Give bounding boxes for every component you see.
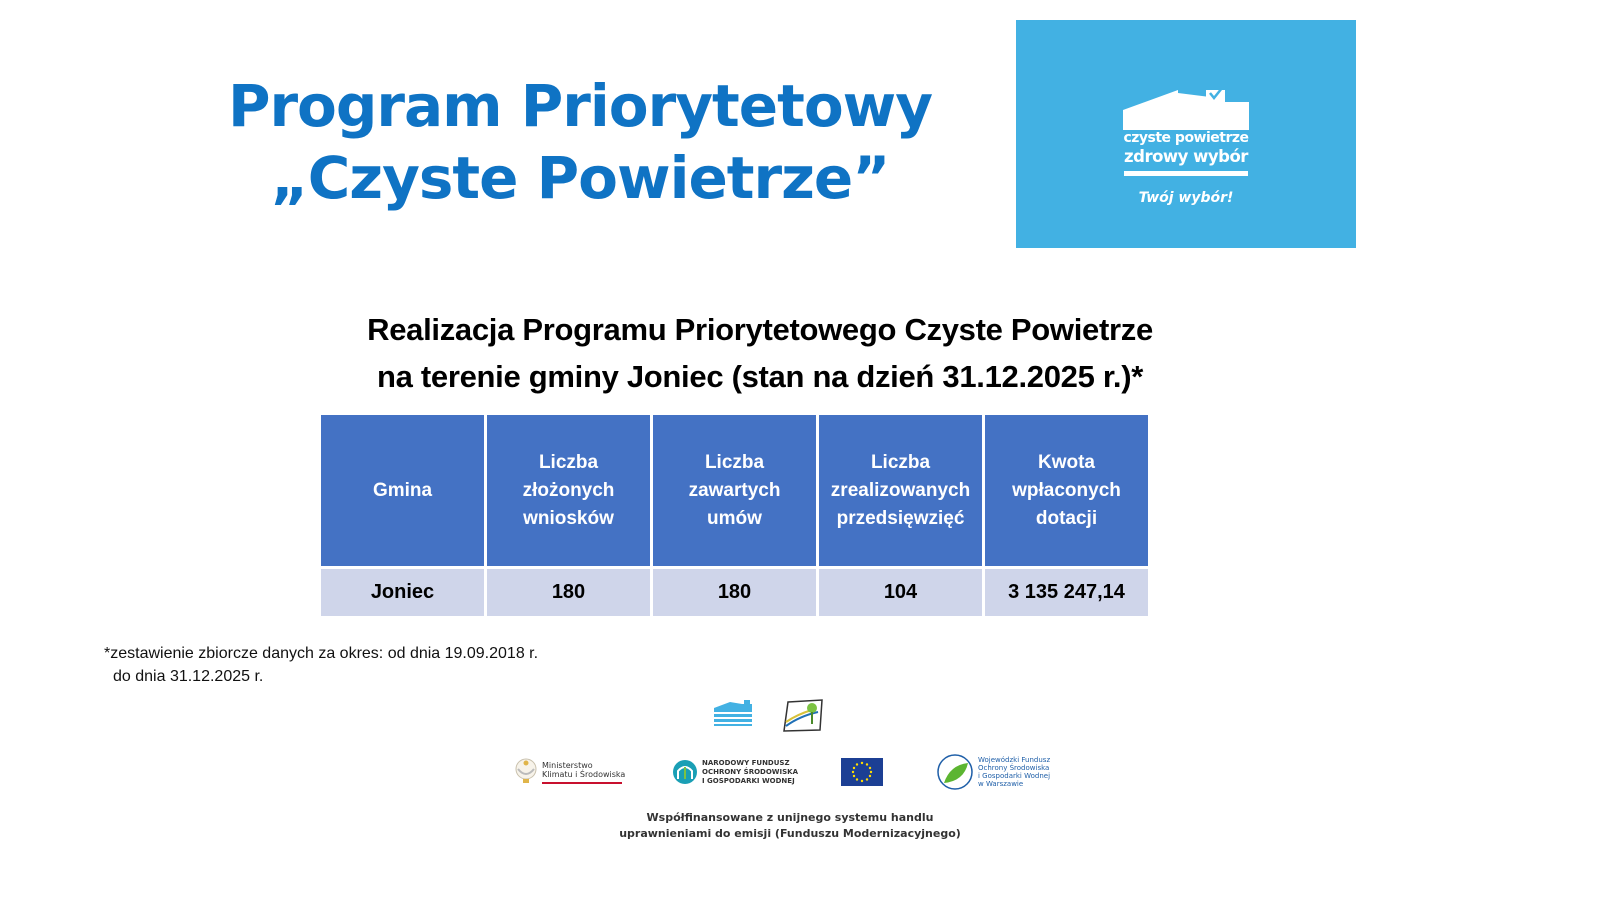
table-header-row — [321, 415, 1148, 566]
table-row — [321, 569, 1148, 616]
wfos-line1: Wojewódzki Fundusz — [978, 756, 1051, 764]
nfos-line3: I GOSPODARKI WODNEJ — [702, 776, 795, 785]
cofinancing-line2: uprawnieniami do emisji (Funduszu Modernizacyjnego) — [619, 827, 961, 840]
nfosigw-logo — [672, 752, 798, 792]
moje-cieplo-logo-icon — [784, 700, 822, 731]
page-title-line1: Program Priorytetowy — [227, 72, 933, 140]
column-header-umowy: Liczba zawartych umów — [653, 415, 816, 566]
cell-gmina: Joniec — [321, 569, 484, 616]
cell-przedsiewziecia: 104 — [819, 569, 982, 616]
wfos-line4: w Warszawie — [978, 780, 1024, 788]
partner-logos — [0, 752, 1600, 796]
wfos-line3: i Gospodarki Wodnej — [978, 772, 1051, 780]
results-table — [318, 412, 1151, 619]
czyste-powietrze-mini-logo-icon — [714, 700, 752, 726]
ministry-logo — [514, 752, 625, 792]
footnote — [104, 642, 538, 688]
eagle-emblem-icon — [514, 757, 538, 787]
column-header-przedsiewziecia: Liczba zrealizowanych przedsięwzięć — [819, 415, 982, 566]
wfosigw-logo — [936, 752, 1050, 792]
cofinancing-line1: Współfinansowane z unijnego systemu handlu — [646, 811, 934, 824]
ministry-line2: Klimatu i Środowiska — [542, 769, 626, 779]
page-title-line2: „Czyste Powietrze” — [270, 144, 890, 212]
wfosigw-leaf-icon — [936, 753, 974, 791]
page-title — [200, 70, 960, 214]
cofinancing-note — [560, 810, 1020, 842]
ministry-line1: Ministerstwo — [542, 760, 593, 770]
cell-umowy: 180 — [653, 569, 816, 616]
program-logos — [712, 698, 826, 734]
footnote-line2: do dnia 31.12.2025 r. — [113, 668, 264, 685]
logo-tagline: Twój wybór! — [1138, 190, 1234, 206]
cell-kwota: 3 135 247,14 — [985, 569, 1148, 616]
eu-flag-icon — [841, 758, 883, 786]
section-title — [260, 306, 1260, 400]
column-header-wnioski: Liczba złożonych wniosków — [487, 415, 650, 566]
ministry-red-line — [542, 782, 622, 784]
czyste-powietrze-logo — [1016, 20, 1356, 248]
nfosigw-emblem-icon — [672, 759, 698, 785]
eu-flag-logo — [841, 752, 883, 792]
section-title-line1: Realizacja Programu Priorytetowego Czyste Powietrze — [367, 312, 1153, 347]
wfos-line2: Ochrony Środowiska — [978, 764, 1050, 772]
house-check-icon — [1123, 90, 1249, 130]
section-title-line2: na terenie gminy Joniec (stan na dzień 31.12.2025 r.)* — [376, 359, 1143, 394]
column-header-gmina: Gmina — [321, 415, 484, 566]
logo-line2: zdrowy wybór — [1124, 147, 1248, 166]
logo-underline — [1124, 171, 1248, 176]
logo-line1: czyste powietrze — [1123, 130, 1249, 146]
nfos-line2: OCHRONY ŚRODOWISKA — [702, 767, 799, 776]
cell-wnioski: 180 — [487, 569, 650, 616]
column-header-kwota: Kwota wpłaconych dotacji — [985, 415, 1148, 566]
nfos-line1: NARODOWY FUNDUSZ — [702, 758, 790, 767]
footnote-line1: *zestawienie zbiorcze danych za okres: od dnia 19.09.2018 r. — [104, 645, 539, 662]
